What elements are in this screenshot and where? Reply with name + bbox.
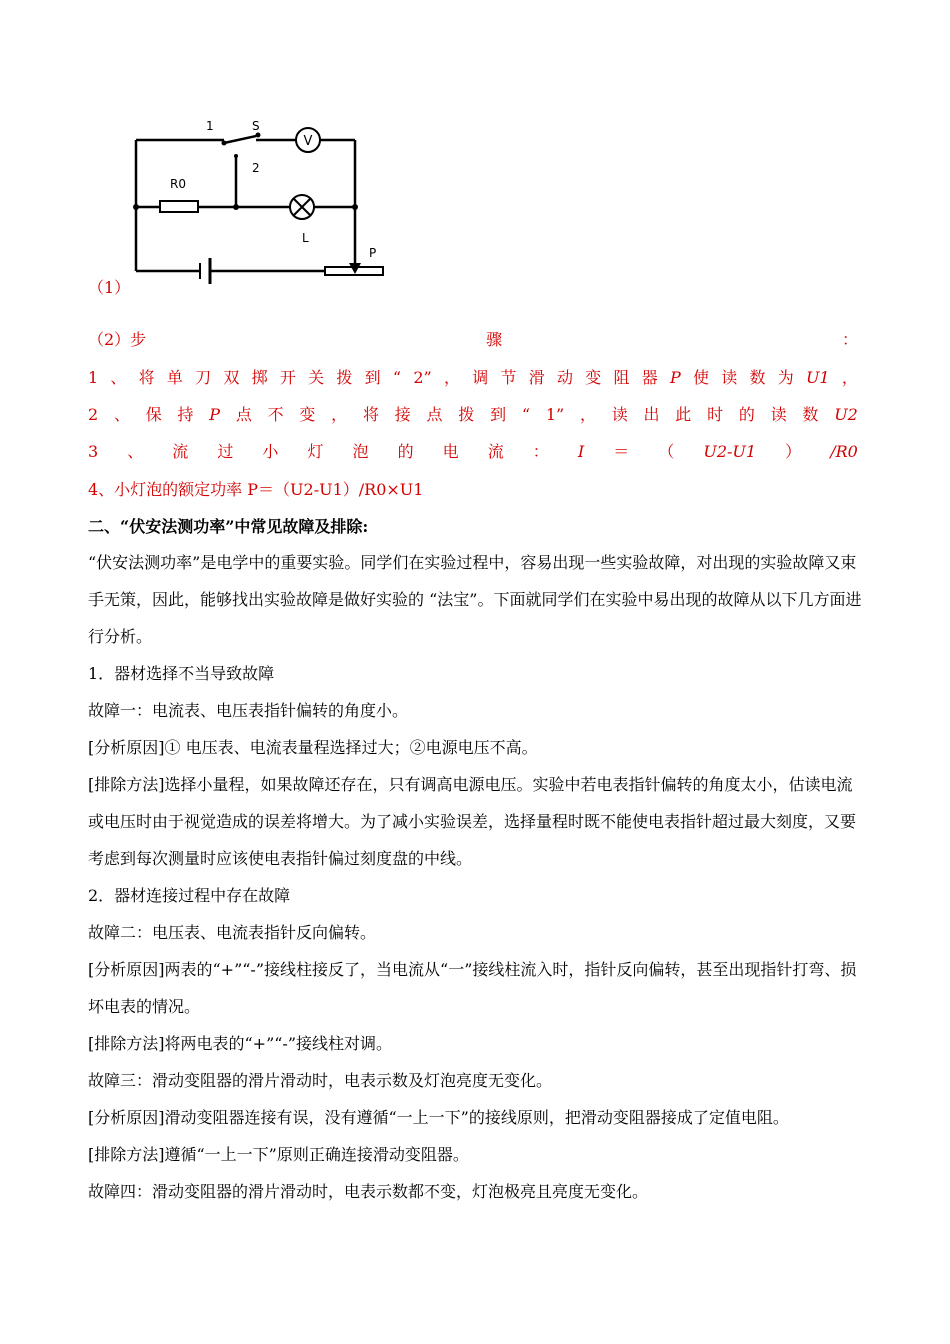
step-token: P <box>669 368 681 387</box>
step-token: 器 <box>641 368 658 387</box>
step-token: 1” <box>545 405 565 424</box>
step-token: 为 <box>777 368 794 387</box>
fault-2: 故障二：电压表、电流表指针反向偏转。 <box>88 923 377 942</box>
step-token: ） <box>785 442 802 461</box>
step-token: 点 <box>426 405 443 424</box>
step-token: 不 <box>267 405 284 424</box>
step-token: 此 <box>675 405 692 424</box>
step-token: 拨 <box>336 368 353 387</box>
fault-1-fix: [排除方法]选择小量程，如果故障还存在，只有调高电源电压。实验中若电表指针偏转的角度太小，估读电流或电压时由于视觉造成的误差将增大。为了减小实验误差，选择量程时既不能使电表指针超过最大刻度，又要考虑到每次测量时应该使电表指针偏过刻度盘的中线。 <box>88 775 857 868</box>
step-token: 时 <box>707 405 724 424</box>
switch-blade <box>224 136 256 143</box>
step-token: 使 <box>692 368 709 387</box>
step-token: 流 <box>172 442 189 461</box>
step-token: 、 <box>110 368 127 387</box>
step-token: 2” <box>413 368 432 387</box>
step-token: 掷 <box>251 368 268 387</box>
intro-paragraph: “伏安法测功率”是电学中的重要实验。同学们在实验过程中，容易出现一些实验故障，对出现的实验故障又束手无策，因此，能够找出实验故障是做好实验的 “法宝”。下面就同学们在实验中易出现的故障从以下几方面进行分析。 <box>88 553 862 646</box>
step-token: 2 <box>88 405 99 424</box>
step-token: 读 <box>721 368 738 387</box>
svg-text:2: 2 <box>252 161 260 175</box>
svg-text:1: 1 <box>206 119 214 133</box>
fault-1: 故障一：电流表、电压表指针偏转的角度小。 <box>88 701 409 720</box>
step-token: 、 <box>113 405 130 424</box>
voltmeter-label: V <box>303 134 313 149</box>
step-token: 双 <box>223 368 240 387</box>
step-token: U2-U1 <box>703 442 757 461</box>
step-token: 变 <box>585 368 602 387</box>
step-token: 数 <box>749 368 766 387</box>
step-token: 点 <box>235 405 252 424</box>
step-2 <box>88 403 858 427</box>
step-token: 阻 <box>613 368 630 387</box>
step-token: 持 <box>177 405 194 424</box>
step-token: 单 <box>166 368 183 387</box>
fault-3-fix: [排除方法]遵循“一上一下”原则正确连接滑动变阻器。 <box>88 1145 469 1164</box>
step-token: 过 <box>217 442 234 461</box>
part1-label: （1） <box>88 278 131 297</box>
step-token: ， <box>579 405 596 424</box>
step-token: “ <box>521 405 531 424</box>
step-token: I <box>577 442 585 461</box>
svg-text:L: L <box>302 231 309 245</box>
step-token: 变 <box>299 405 316 424</box>
step-token: ， <box>841 368 858 387</box>
step-token: 的 <box>397 442 414 461</box>
step-token: 保 <box>145 405 162 424</box>
step-token: ＝ <box>613 442 630 461</box>
resistor-icon <box>160 201 198 212</box>
step-token: /R0 <box>830 442 858 461</box>
step-token: 调 <box>472 368 489 387</box>
section-2-title: 二、“伏安法测功率”中常见故障及排除: <box>88 517 369 536</box>
item-2-title: 2．器材连接过程中存在故障 <box>88 886 291 905</box>
step-token: 接 <box>394 405 411 424</box>
steps-heading: （2）步 骤 ： <box>88 330 858 349</box>
step-token: ， <box>331 405 348 424</box>
step-token: 小 <box>262 442 279 461</box>
step-token: 将 <box>138 368 155 387</box>
fault-2-fix: [排除方法]将两电表的“+”“-”接线柱对调。 <box>88 1034 393 1053</box>
step-token: 读 <box>611 405 628 424</box>
step-token: 的 <box>738 405 755 424</box>
fault-3-cause: [分析原因]滑动变阻器连接有误，没有遵循“一上一下”的接线原则，把滑动变阻器接成了定值电阻。 <box>88 1108 789 1127</box>
step-token: 出 <box>643 405 660 424</box>
svg-text:R0: R0 <box>170 177 186 191</box>
step-token: （ <box>658 442 675 461</box>
step-token: 3 <box>88 442 99 461</box>
step-3 <box>88 440 858 464</box>
step-token: 读 <box>770 405 787 424</box>
step-token: P <box>209 405 221 424</box>
step-token: 关 <box>308 368 325 387</box>
step-token: 泡 <box>352 442 369 461</box>
fault-2-cause: [分析原因]两表的“+”“-”接线柱接反了，当电流从“一”接线柱流入时，指针反向偏转，甚至出现指针打弯、损坏电表的情况。 <box>88 960 857 1016</box>
step-token: 数 <box>802 405 819 424</box>
step-token: 电 <box>442 442 459 461</box>
svg-text:P: P <box>369 246 377 260</box>
step-token: ， <box>443 368 460 387</box>
body-text <box>88 544 863 1210</box>
fault-3: 故障三：滑动变阻器的滑片滑动时，电表示数及灯泡亮度无变化。 <box>88 1071 553 1090</box>
step-token: 到 <box>364 368 381 387</box>
step-token: 将 <box>362 405 379 424</box>
step-token: 动 <box>556 368 573 387</box>
step-token: 开 <box>279 368 296 387</box>
step-token: “ <box>392 368 402 387</box>
step-token: 刀 <box>195 368 212 387</box>
step-4: 4、小灯泡的额定功率 P＝（U2-U1）/R0×U1 <box>88 480 424 499</box>
step-token: ： <box>532 442 549 461</box>
step-token: 1 <box>88 368 99 387</box>
fault-1-cause: [分析原因]① 电压表、电流表量程选择过大；②电源电压不高。 <box>88 738 538 757</box>
item-1-title: 1．器材选择不当导致故障 <box>88 664 275 683</box>
step-token: U1 <box>805 368 830 387</box>
step-token: 节 <box>500 368 517 387</box>
step-token: 到 <box>490 405 507 424</box>
fault-4: 故障四：滑动变阻器的滑片滑动时，电表示数都不变，灯泡极亮且亮度无变化。 <box>88 1182 649 1201</box>
step-token: 拨 <box>458 405 475 424</box>
step-token: 滑 <box>528 368 545 387</box>
circuit-diagram <box>118 108 398 288</box>
svg-text:S: S <box>252 119 260 133</box>
step-1 <box>88 366 858 390</box>
step-token: 、 <box>127 442 144 461</box>
step-token: U2 <box>834 405 858 424</box>
step-token: 灯 <box>307 442 324 461</box>
step-token: 流 <box>487 442 504 461</box>
